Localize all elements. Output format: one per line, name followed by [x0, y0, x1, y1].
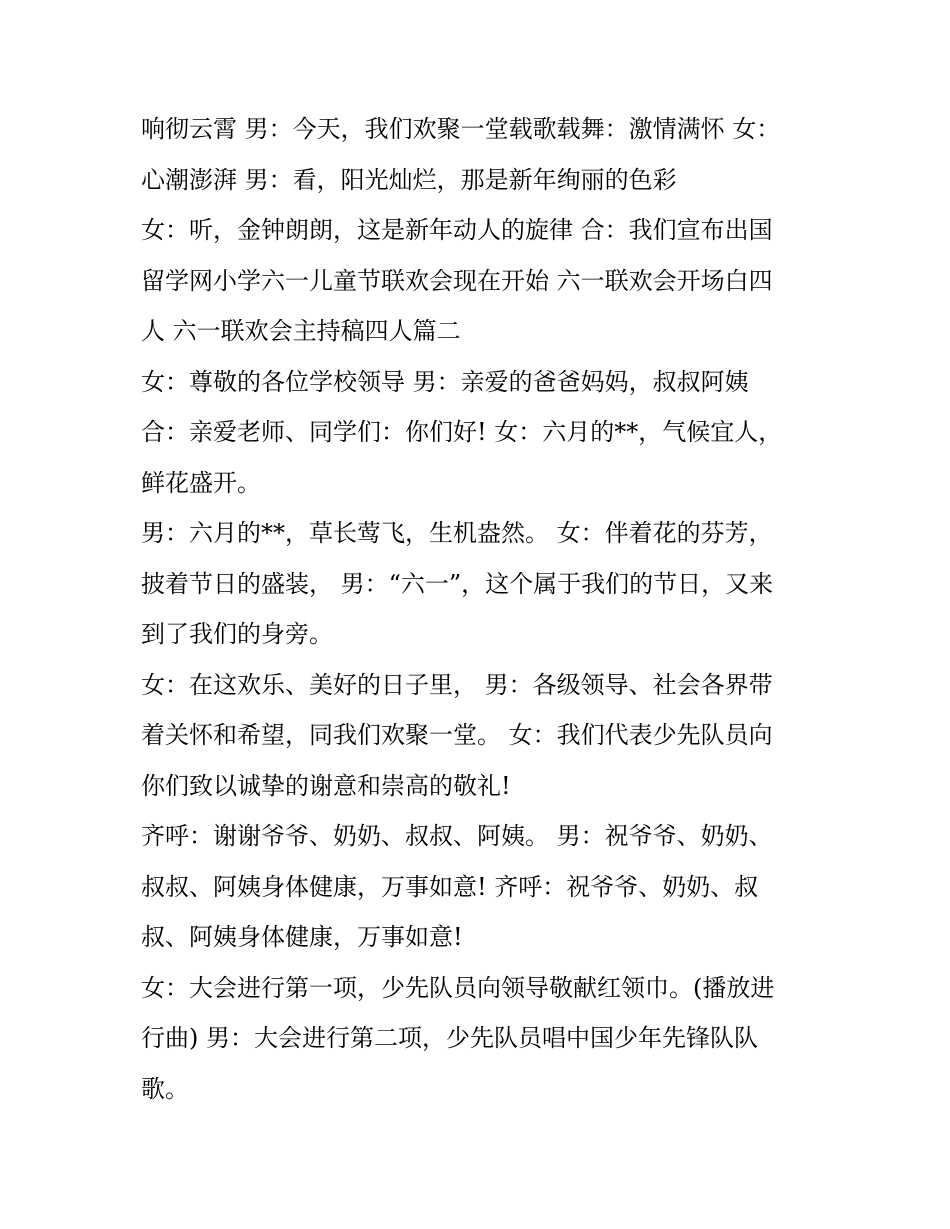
text-line: 女：听，金钟朗朗，这是新年动人的旋律 合：我们宣布出国 — [141, 216, 773, 244]
text-line: 着关怀和希望，同我们欢聚一堂。 女：我们代表少先队员向 — [141, 721, 773, 749]
text-line: 到了我们的身旁。 — [141, 620, 333, 648]
text-line: 留学网小学六一儿童节联欢会现在开始 六一联欢会开场白四 — [141, 266, 773, 295]
text-line: 响彻云霄 男：今天，我们欢聚一堂载歌载舞：激情满怀 女： — [141, 115, 781, 143]
text-line: 歌。 — [141, 1074, 189, 1103]
text-line: 女：尊敬的各位学校领导 男：亲爱的爸爸妈妈，叔叔阿姨 — [141, 367, 749, 396]
text-line: 鲜花盛开。 — [141, 468, 261, 497]
text-line: 叔、阿姨身体健康，万事如意! — [141, 923, 463, 951]
text-line: 齐呼：谢谢爷爷、奶奶、叔叔、阿姨。 男：祝爷爷、奶奶、 — [141, 822, 773, 850]
text-line: 女：在这欢乐、美好的日子里， 男：各级领导、社会各界带 — [141, 670, 773, 699]
document-body — [141, 104, 821, 1114]
text-line: 你们致以诚挚的谢意和崇高的敬礼! — [141, 771, 511, 800]
text-line: 心潮澎湃 男：看，阳光灿烂，那是新年绚丽的色彩 — [141, 165, 677, 194]
text-line: 人 六一联欢会主持稿四人篇二 — [141, 317, 461, 345]
text-line: 女：大会进行第一项，少先队员向领导敬献红领巾。(播放进 — [141, 973, 775, 1002]
text-line: 行曲) 男：大会进行第二项，少先队员唱中国少年先锋队队 — [141, 1024, 758, 1052]
text-line: 合：亲爱老师、同学们：你们好! 女：六月的**，气候宜人， — [141, 418, 783, 446]
text-line: 男：六月的**，草长莺飞，生机盎然。 女：伴着花的芬芳， — [141, 519, 773, 547]
text-line: 披着节日的盛装， 男：“六一”，这个属于我们的节日，又来 — [141, 569, 774, 598]
text-line: 叔叔、阿姨身体健康，万事如意! 齐呼：祝爷爷、奶奶、叔 — [141, 872, 759, 901]
